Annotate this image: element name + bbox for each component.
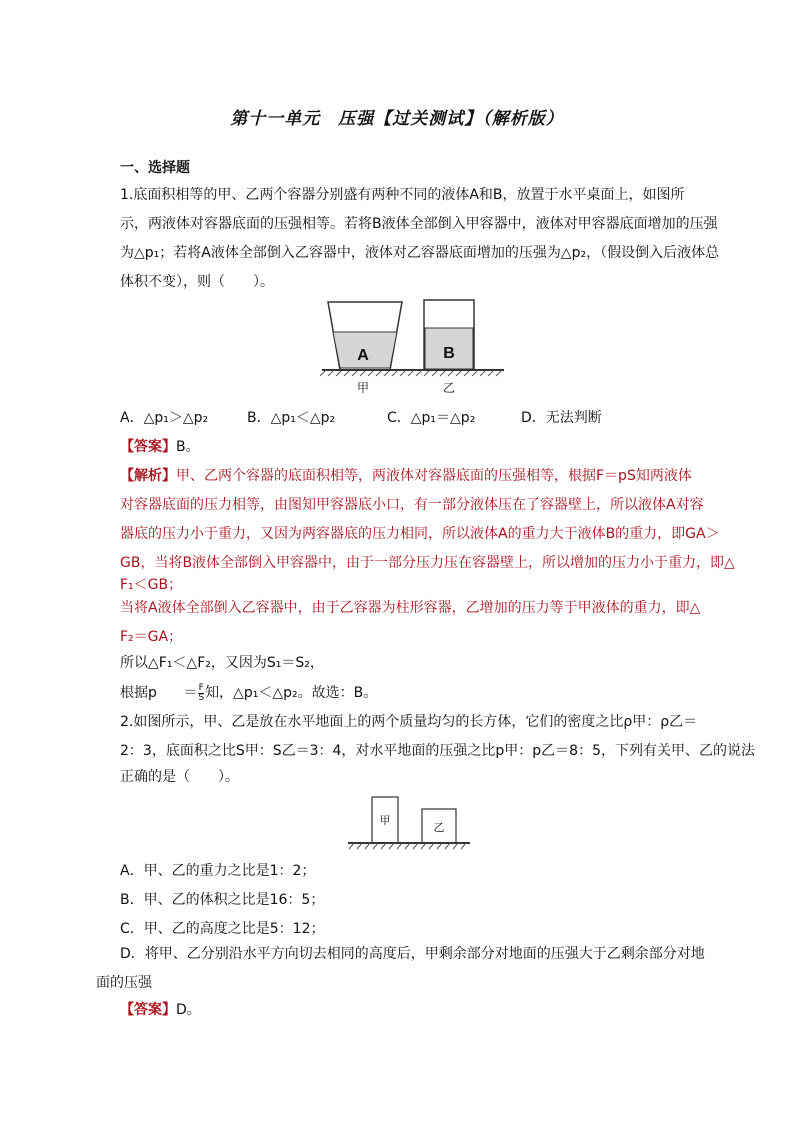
svg-text:乙: 乙 bbox=[433, 821, 445, 834]
answer-value: B。 bbox=[176, 439, 200, 455]
q1-analysis-line-6: 当将A液体全部倒入乙容器中，由于乙容器为柱形容器，乙增加的压力等于甲液体的重力，即△ bbox=[120, 600, 701, 616]
q2-text-line-2: 2：3，底面积之比S甲：S乙＝3：4，对水平地面的压强之比p甲：p乙＝8：5，下列有关甲、乙的说法 bbox=[120, 743, 755, 759]
formula-prefix: 根据p bbox=[120, 685, 157, 701]
answer-tag: 【答案】 bbox=[120, 439, 176, 455]
answer-tag: 【答案】 bbox=[120, 1002, 176, 1018]
q1-analysis-line-7: F₂＝GA； bbox=[120, 629, 183, 645]
q2-option-c: C．甲、乙的高度之比是5：12； bbox=[120, 921, 325, 937]
q1-analysis-line-3: 器底的压力小于重力，又因为两容器底的压力相同，所以液体A的重力大于液体B的重力，即GA＞ bbox=[120, 526, 720, 542]
q1-text-line-3: 为△p₁；若将A液体全部倒入乙容器中，液体对乙容器底面增加的压强为△p₂，（假设倒入后液体总 bbox=[120, 245, 720, 261]
svg-text:甲: 甲 bbox=[379, 814, 391, 827]
q1-option-a: A．△p₁＞△p₂ bbox=[120, 410, 209, 426]
q2-option-b: B．甲、乙的体积之比是16：5； bbox=[120, 892, 325, 908]
q1-formula-line: 根据p ＝ $\frac{F}{S}$ 知，△p₁＜△p₂。故选：B。 bbox=[120, 682, 378, 703]
q2-option-d-line-1: D．将甲、乙分别沿水平方向切去相同的高度后，甲剩余部分对地面的压强大于乙剩余部分对地 bbox=[120, 946, 705, 962]
q1-analysis-line-5: F₁＜GB； bbox=[120, 577, 183, 593]
q2-text-line-3: 正确的是（ ）。 bbox=[120, 769, 239, 785]
q1-analysis-line-1 bbox=[120, 466, 700, 486]
label-a: A bbox=[357, 347, 369, 364]
q2-option-a: A．甲、乙的重力之比是1：2； bbox=[120, 863, 316, 879]
q2-text-line-1: 2.如图所示，甲、乙是放在水平地面上的两个质量均匀的长方体，它们的密度之比ρ甲：ρ乙＝ bbox=[120, 714, 698, 730]
q1-text-line-4: 体积不变），则（ ）。 bbox=[120, 274, 274, 290]
caption-yi: 乙 bbox=[442, 381, 456, 395]
q1-so-line: 所以△F₁＜△F₂，又因为S₁＝S₂， bbox=[120, 655, 324, 671]
section-heading: 一、选择题 bbox=[120, 160, 190, 176]
page-title: 第十一单元 压强【过关测试】（解析版） bbox=[230, 109, 564, 129]
answer-value: D。 bbox=[176, 1002, 201, 1018]
q1-container-figure bbox=[318, 298, 508, 398]
q2-block-figure bbox=[346, 793, 472, 853]
analysis-text: 甲、乙两个容器的底面积相等，两液体对容器底面的压强相等，根据F＝pS知两液体 bbox=[176, 468, 692, 484]
q1-option-b: B．△p₁＜△p₂ bbox=[247, 410, 336, 426]
q1-text-line-2: 示，两液体对容器底面的压强相等。若将B液体全部倒入甲容器中，液体对甲容器底面增加的压强 bbox=[120, 216, 718, 232]
caption-jia: 甲 bbox=[356, 381, 370, 395]
formula-suffix: 知，△p₁＜△p₂。故选：B。 bbox=[205, 685, 378, 701]
label-b: B bbox=[443, 345, 455, 362]
q2-option-d-line-2: 面的压强 bbox=[96, 975, 152, 991]
q1-analysis-line-2: 对容器底面的压力相等，由图知甲容器底小口，有一部分液体压在了容器壁上，所以液体A对容 bbox=[120, 497, 704, 513]
q1-text-line-1: 1.底面积相等的甲、乙两个容器分别盛有两种不同的液体A和B，放置于水平桌面上，如图所 bbox=[120, 187, 685, 203]
q1-analysis-line-4: GB，当将B液体全部倒入甲容器中，由于一部分压力压在容器壁上，所以增加的压力小于重力，即△ bbox=[120, 555, 735, 571]
formula-fraction: $\frac{F}{S}$ bbox=[198, 682, 205, 703]
q1-answer bbox=[120, 437, 700, 457]
q1-option-d: D．无法判断 bbox=[521, 410, 602, 426]
q2-answer bbox=[120, 1000, 700, 1020]
q1-option-c: C．△p₁＝△p₂ bbox=[387, 410, 476, 426]
analysis-tag: 【解析】 bbox=[120, 468, 176, 484]
